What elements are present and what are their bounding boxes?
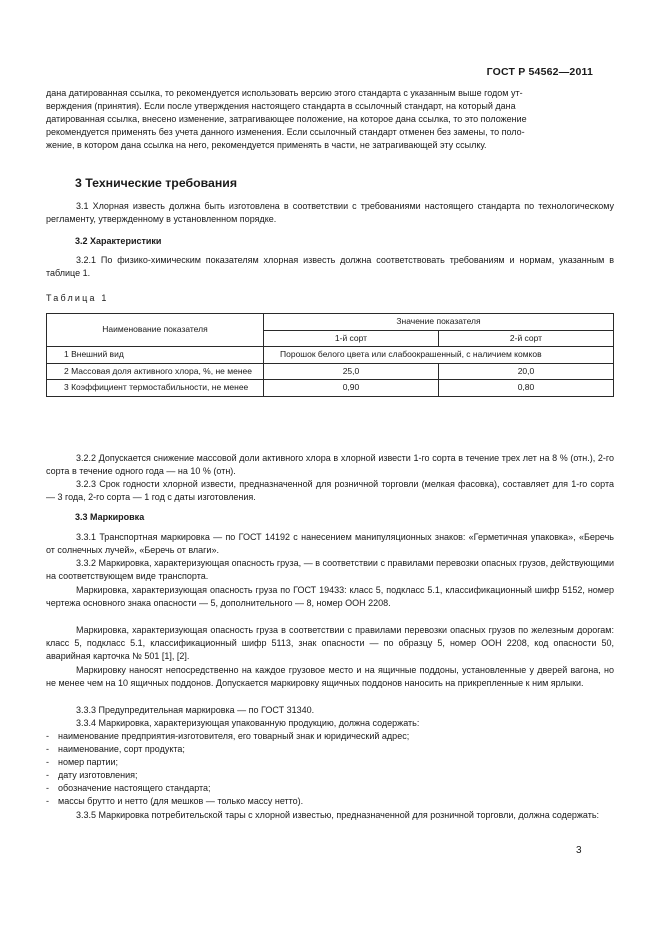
list-item: - наименование, сорт продукта; xyxy=(46,744,185,755)
table-caption: Таблица 1 xyxy=(46,293,109,303)
intro-line: дана датированная ссылка, то рекомендуется использовать версию этого стандарта с указанным выше годом ут- xyxy=(46,88,523,98)
section-3-title: 3 Технические требования xyxy=(75,176,237,190)
paragraph-3-2-2: 3.2.2 Допускается снижение массовой доли активного хлора в хлорной извести 1-го сорта в течение трех лет на 8 % (отн.), 2-го сорта в течение одного года — на 10 % (отн). xyxy=(46,453,614,477)
list-item: - номер партии; xyxy=(46,757,119,768)
table-header-row xyxy=(47,314,614,331)
list-item: - дату изготовления; xyxy=(46,770,138,781)
intro-paragraph xyxy=(46,87,614,152)
paragraph-3-3-1: 3.3.1 Транспортная маркировка — по ГОСТ 14192 с нанесением манипуляционных знаков: «Герметичная упаковка», «Беречь от солнечных лучей», «Беречь от влаги». xyxy=(46,532,614,556)
intro-line: рекомендуется применять без учета данного изменения. Если ссылочный стандарт отменен без замены, то поло- xyxy=(46,127,525,138)
row3-name-cell: 3 Коэффициент термостабильности, не менее xyxy=(47,380,264,397)
paragraph-marking-pallets: Маркировку наносят непосредственно на каждое грузовое место и на ящичные поддоны, установленные у дверей вагона, но не менее чем на 10 ящичных поддонов. Допускается маркировку ящичных поддонов наносить на прикрепленные к ним ярлыки. xyxy=(46,665,614,689)
header-grade1-cell: 1-й сорт xyxy=(264,330,439,347)
table-1 xyxy=(46,313,614,397)
intro-line: верждения (принятия). Если после утверждения настоящего стандарта в ссылочный стандарт, на который дана xyxy=(46,101,516,112)
paragraph-3-1: 3.1 Хлорная известь должна быть изготовлена в соответствии с требованиями настоящего стандарта по технологическому регламенту, утвержденному в установленном порядке. xyxy=(46,201,614,225)
list-item: - наименование предприятия-изготовителя, его товарный знак и юридический адрес; xyxy=(46,731,410,741)
marking-list xyxy=(46,730,614,809)
page-number: 3 xyxy=(576,845,582,856)
row2-name-cell: 2 Массовая доля активного хлора, %, не менее xyxy=(47,363,264,380)
intro-line: датированная ссылка, внесено изменение, затрагивающее положение, на которое дана ссылка, то это положение xyxy=(46,114,527,125)
header-value-cell: Значение показателя xyxy=(264,314,614,331)
paragraph-3-3-2: 3.3.2 Маркировка, характеризующая опасность груза, — в соответствии с правилами перевозки опасных грузов, действующими на соответствующем виде транспорта. xyxy=(46,558,614,582)
paragraph-3-3-4: 3.3.4 Маркировка, характеризующая упакованную продукцию, должна содержать: xyxy=(76,718,420,728)
paragraph-marking-gost: Маркировка, характеризующая опасность груза по ГОСТ 19433: класс 5, подкласс 5.1, классификационный шифр 5152, номер чертежа основного знака опасности — 5, дополнительного — 8, номер ООН 2208. xyxy=(46,585,614,609)
row3-grade1-cell: 0,90 xyxy=(264,380,439,397)
subsection-3-2-title: 3.2 Характеристики xyxy=(75,236,162,246)
paragraph-3-2-3: 3.2.3 Срок годности хлорной извести, предназначенной для розничной торговли (мелкая фасовка), составляет для 1-го сорта — 3 года, 2-го сорта — 1 год с даты изготовления. xyxy=(46,479,614,503)
paragraph-marking-railway: Маркировка, характеризующая опасность груза в соответствии с правилами перевозки опасных грузов по железным дорогам: класс 5, подкласс 5.1, классификационный шифр 5113, знак опасности — по образцу 5, номер ООН 2208, код опасности 50, аварийная карточка № 501 [1], [2]. xyxy=(46,625,614,662)
row1-value-cell: Порошок белого цвета или слабоокрашенный, с наличием комков xyxy=(264,347,614,364)
header-grade2-cell: 2-й сорт xyxy=(438,330,613,347)
paragraph-3-2-1: 3.2.1 По физико-химическим показателям хлорная известь должна соответствовать требованиям и нормам, указанным в таблице 1. xyxy=(46,255,614,279)
table-row xyxy=(47,363,614,380)
row1-name-cell: 1 Внешний вид xyxy=(47,347,264,364)
paragraph-3-3-3: 3.3.3 Предупредительная маркировка — по ГОСТ 31340. xyxy=(76,705,315,715)
header-name-cell: Наименование показателя xyxy=(47,314,264,347)
list-item: - массы брутто и нетто (для мешков — только массу нетто). xyxy=(46,796,304,807)
paragraph-3-3-5: 3.3.5 Маркировка потребительской тары с хлорной известью, предназначенной для розничной торговли, должна содержать: xyxy=(76,810,600,820)
row2-grade2-cell: 20,0 xyxy=(438,363,613,380)
list-item: - обозначение настоящего стандарта; xyxy=(46,783,211,794)
table-row xyxy=(47,380,614,397)
row2-grade1-cell: 25,0 xyxy=(264,363,439,380)
row3-grade2-cell: 0,80 xyxy=(438,380,613,397)
document-header: ГОСТ Р 54562—2011 xyxy=(486,66,593,78)
table-row xyxy=(47,347,614,364)
subsection-3-3-title: 3.3 Маркировка xyxy=(75,512,145,522)
intro-line: жение, в котором дана ссылка на него, рекомендуется применять в части, не затрагивающей эту ссылку. xyxy=(46,140,487,151)
